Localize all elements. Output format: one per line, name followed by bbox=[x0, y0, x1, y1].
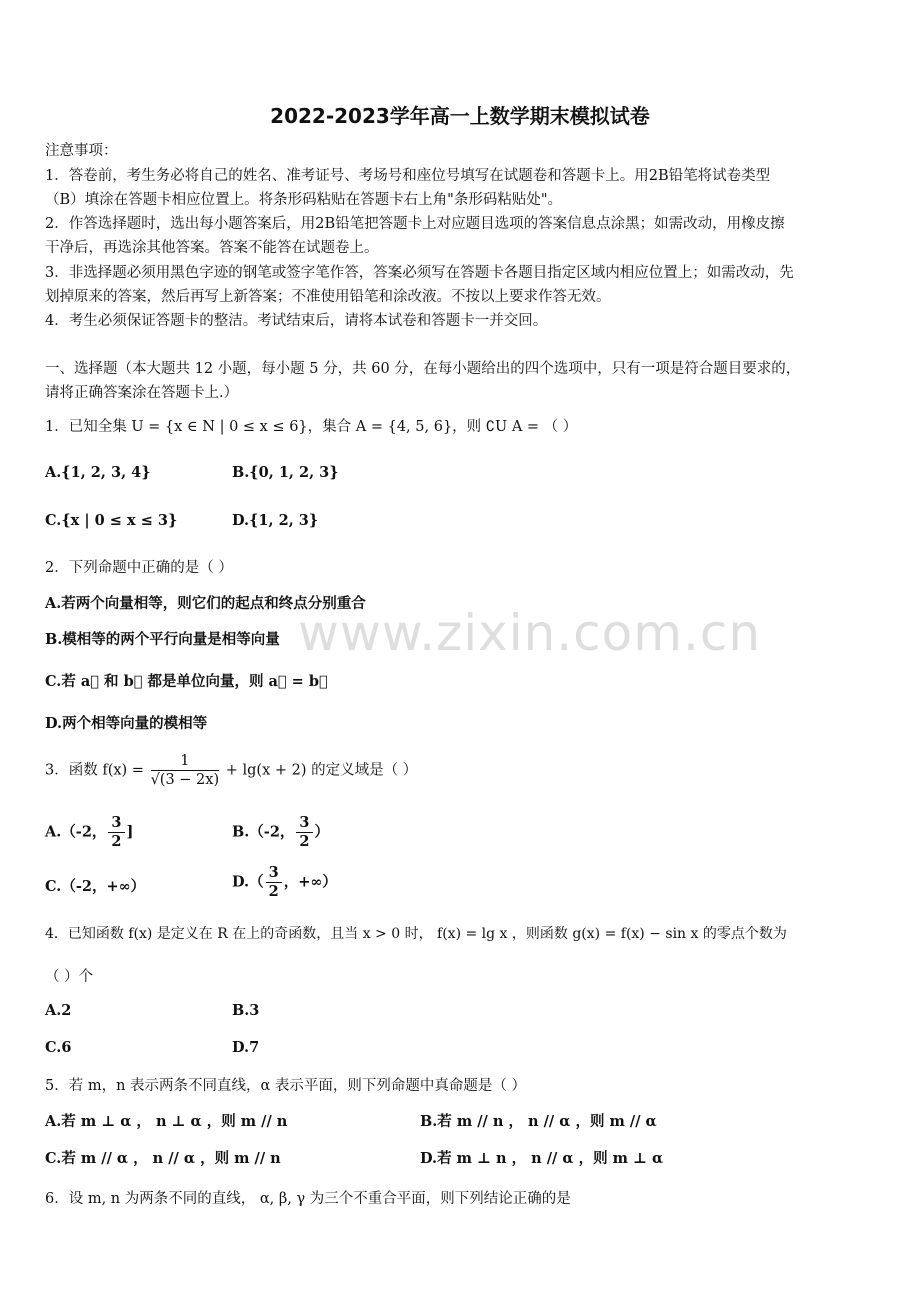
question-4-stem-2: （ ）个 bbox=[45, 969, 94, 985]
q2-option-a: A.若两个向量相等，则它们的起点和终点分别重合 bbox=[45, 595, 366, 612]
q5-option-a: A.若 m ⊥ α ， n ⊥ α ，则 m // n bbox=[45, 1113, 288, 1130]
q3-frac-denominator: √(3 − 2x) bbox=[150, 772, 220, 788]
q5-option-c: C.若 m // α ， n // α ，则 m // n bbox=[45, 1150, 281, 1167]
exam-title: 2022-2023学年高一上数学期末模拟试卷 bbox=[270, 104, 650, 128]
q4-option-d: D.7 bbox=[232, 1039, 260, 1056]
q2-option-d: D.两个相等向量的模相等 bbox=[45, 715, 208, 732]
q3-a-den: 2 bbox=[111, 833, 122, 850]
q3-d-pre: D.（ bbox=[232, 873, 264, 891]
question-3-stem bbox=[45, 752, 417, 789]
q4-option-c: C.6 bbox=[45, 1039, 72, 1056]
question-5-stem: 5．若 m，n 表示两条不同直线，α 表示平面，则下列命题中真命题是（ ） bbox=[45, 1078, 527, 1094]
q3-d-post: ，+∞） bbox=[283, 873, 337, 891]
q3-d-num: 3 bbox=[266, 864, 282, 883]
q3-a-post: ] bbox=[126, 823, 134, 841]
q1-option-b: B.{0, 1, 2, 3} bbox=[232, 464, 339, 481]
q3-option-d bbox=[232, 864, 337, 901]
q3-option-c: C.（-2，+∞） bbox=[45, 878, 146, 895]
q2-option-b: B.模相等的两个平行向量是相等向量 bbox=[45, 631, 280, 648]
q3-stem-post: + lg(x + 2) 的定义域是（ ） bbox=[225, 762, 418, 779]
q3-b-post: ） bbox=[314, 823, 330, 841]
question-4-stem: 4．已知函数 f(x) 是定义在 R 在上的奇函数，且当 x > 0 时， f(x) = lg x ，则函数 g(x) = f(x) − sin x 的零点个数为 bbox=[45, 926, 787, 942]
q1-option-a: A.{1, 2, 3, 4} bbox=[45, 464, 151, 481]
watermark: www.zixin.com.cn bbox=[298, 604, 762, 662]
notice-line: 1．答卷前，考生务必将自己的姓名、准考证号、考场号和座位号填写在试题卷和答题卡上。用2B铅笔将试卷类型 bbox=[45, 168, 771, 184]
q3-stem-pre: 3．函数 f(x) = bbox=[45, 762, 144, 779]
q3-b-fraction bbox=[296, 814, 312, 851]
q3-option-a bbox=[45, 814, 133, 851]
q3-a-pre: A.（-2， bbox=[45, 823, 107, 841]
q1-option-d: D.{1, 2, 3} bbox=[232, 512, 319, 529]
section-heading: 一、选择题（本大题共 12 小题，每小题 5 分，共 60 分，在每小题给出的四个选项中，只有一项是符合题目要求的， bbox=[45, 361, 801, 377]
question-6-stem: 6．设 m, n 为两条不同的直线， α, β, γ 为三个不重合平面，则下列结论正确的是 bbox=[45, 1191, 571, 1207]
notice-line: 4．考生必须保证答题卡的整洁。考试结束后，请将本试卷和答题卡一并交回。 bbox=[45, 313, 548, 329]
section-heading: 请将正确答案涂在答题卡上.） bbox=[45, 385, 239, 401]
q3-fraction bbox=[151, 752, 220, 789]
notice-line: 2．作答选择题时，选出每小题答案后，用2B铅笔把答题卡上对应题目选项的答案信息点涂黑；如需改动，用橡皮擦 bbox=[45, 216, 785, 232]
notice-line: 干净后，再选涂其他答案。答案不能答在试题卷上。 bbox=[45, 240, 379, 256]
q3-option-b bbox=[232, 814, 329, 851]
q4-option-a: A.2 bbox=[45, 1002, 72, 1019]
q2-option-c: C.若 a⃗ 和 b⃗ 都是单位向量，则 a⃗ = b⃗ bbox=[45, 673, 328, 690]
notice-line: （B）填涂在答题卡相应位置上。将条形码粘贴在答题卡右上角"条形码粘贴处"。 bbox=[45, 192, 562, 208]
q3-a-fraction bbox=[108, 814, 124, 851]
notice-line: 划掉原来的答案，然后再写上新答案；不准使用铅笔和涂改液。不按以上要求作答无效。 bbox=[45, 289, 611, 305]
q3-b-den: 2 bbox=[299, 833, 310, 850]
q5-option-d: D.若 m ⊥ n ， n // α ，则 m ⊥ α bbox=[420, 1150, 664, 1167]
q3-frac-numerator: 1 bbox=[151, 752, 220, 771]
q1-option-c: C.{x | 0 ≤ x ≤ 3} bbox=[45, 512, 178, 529]
q3-d-fraction bbox=[266, 864, 282, 901]
notice-heading: 注意事项： bbox=[45, 143, 118, 159]
q3-a-num: 3 bbox=[108, 814, 124, 833]
q5-option-b: B.若 m // n ， n // α ，则 m // α bbox=[420, 1113, 657, 1130]
q3-d-den: 2 bbox=[268, 883, 279, 900]
notice-line: 3．非选择题必须用黑色字迹的钢笔或签字笔作答，答案必须写在答题卡各题目指定区域内相应位置上；如需改动，先 bbox=[45, 265, 794, 281]
q3-b-pre: B.（-2， bbox=[232, 823, 295, 841]
q3-b-num: 3 bbox=[296, 814, 312, 833]
q4-option-b: B.3 bbox=[232, 1002, 260, 1019]
question-2-stem: 2．下列命题中正确的是（ ） bbox=[45, 560, 233, 576]
question-1-stem: 1．已知全集 U = {x ∈ N | 0 ≤ x ≤ 6}，集合 A = {4, 5, 6}，则 ∁U A = （ ） bbox=[45, 419, 578, 435]
